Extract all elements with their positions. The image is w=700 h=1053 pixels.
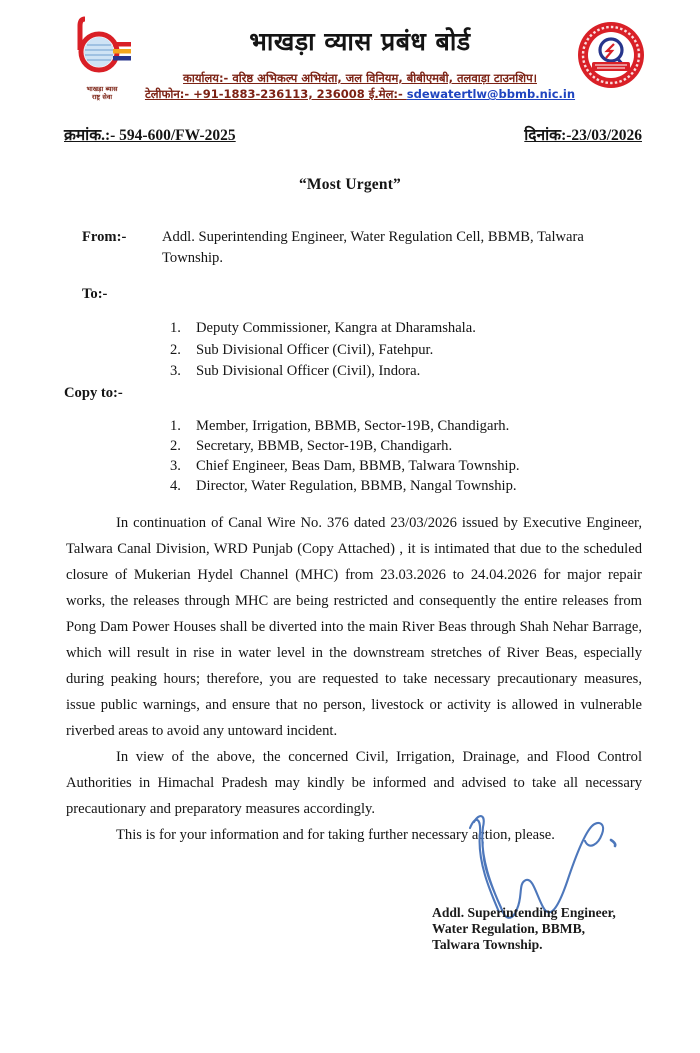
item-number: 2. [170,341,181,358]
copy-list-item [170,436,700,456]
from-value: Addl. Superintending Engineer, Water Regulation Cell, BBMB, Talwara Township. [162,229,584,266]
letterhead-center [144,16,576,102]
phone-text: टेलीफोन:- +91-1883-236113, 236008 ई.मेल:- [144,87,407,101]
office-line: कार्यालय:- वरिष्ठ अभिकल्प अभियंता, जल विनियम, बीबीएमबी, तलवाड़ा टाउनशिप। [183,71,537,85]
item-number: 3. [170,457,181,474]
item-number: 3. [170,363,181,379]
item-number: 1. [170,417,181,434]
reference-number: क्रमांक.:- 594-600/FW-2025 [64,127,236,144]
logo-caption-line2: राष्ट्र सेवा [91,93,113,101]
item-text: Secretary, BBMB, Sector-19B, Chandigarh. [196,437,453,454]
reference-date: दिनांक:-23/03/2026 [524,127,642,144]
bbmb-logo-icon [69,16,135,78]
to-list [170,318,700,383]
item-text: Member, Irrigation, BBMB, Sector-19B, Chandigarh. [196,417,510,434]
from-section [82,227,642,269]
email-link[interactable]: sdewatertlw@bbmb.nic.in [406,87,576,101]
signatory-location: Talwara Township. [432,936,543,952]
body-paragraph-2: In view of the above, the concerned Civil, Irrigation, Drainage, and Flood Control Authorities in Himachal Pradesh may kindly be informed and advised to take all necessary precautionary and preparatory measures accordingly. [66,748,642,817]
to-label: To:- [82,286,108,302]
iso-seal-icon [576,20,646,90]
item-number: 4. [170,477,181,494]
signatory-office: Water Regulation, BBMB, [432,920,586,936]
copy-to-list [170,416,700,496]
item-text: Director, Water Regulation, BBMB, Nangal Township. [196,477,517,494]
body-paragraph-3: This is for your information and for taking further necessary action, please. [116,826,555,843]
item-text: Sub Divisional Officer (Civil), Fatehpur. [196,341,434,358]
office-address-lines [144,70,576,102]
to-list-item [170,340,700,362]
logo-caption [60,85,144,101]
body-paragraph-1: In continuation of Canal Wire No. 376 dated 23/03/2026 issued by Executive Engineer, Talwara Canal Division, WRD Punjab (Copy Attached) , it is intimated that due to the scheduled closure of Mukerian Hydel Channel (MHC) from 23.03.2026 to 24.04.2026 for major repair works, the releases through MHC are being restricted and consequently the entire releases from Pong Dam Power Houses shall be diverted into the main River Beas through Shah Nehar Barrage, which will result in rise in water level in the downstream stretches of River Beas, especially during peaking hours; therefore, you are requested to take necessary precautionary measures, issue public warnings, and ensure that no person, livestock or activity is allowed in vulnerable riverbed areas to avoid any untoward incident. [66,514,642,739]
bbmb-logo [60,16,144,101]
item-text: Chief Engineer, Beas Dam, BBMB, Talwara Township. [196,457,520,474]
signatory-title: Addl. Superintending Engineer, [432,905,616,920]
org-name-title: भाखड़ा व्यास प्रबंध बोर्ड [249,27,471,56]
copy-list-item [170,456,700,476]
letterhead [0,0,700,102]
to-list-item [170,318,700,340]
item-number: 1. [170,320,181,336]
to-list-item [170,361,700,383]
certification-seal [576,16,650,95]
item-text: Deputy Commissioner, Kangra at Dharamshala. [196,320,476,336]
phone-email-line [144,86,576,102]
copy-list-item [170,476,700,496]
item-text: Sub Divisional Officer (Civil), Indora. [196,363,421,379]
urgency-label: “Most Urgent” [298,176,402,193]
copy-list-item [170,416,700,436]
from-label: From:- [82,229,127,245]
item-number: 2. [170,437,181,454]
logo-caption-line1: भाखड़ा ब्यास [86,85,118,93]
signatory-block [432,905,616,952]
reference-row [64,123,642,145]
copy-to-label: Copy to:- [64,384,123,401]
